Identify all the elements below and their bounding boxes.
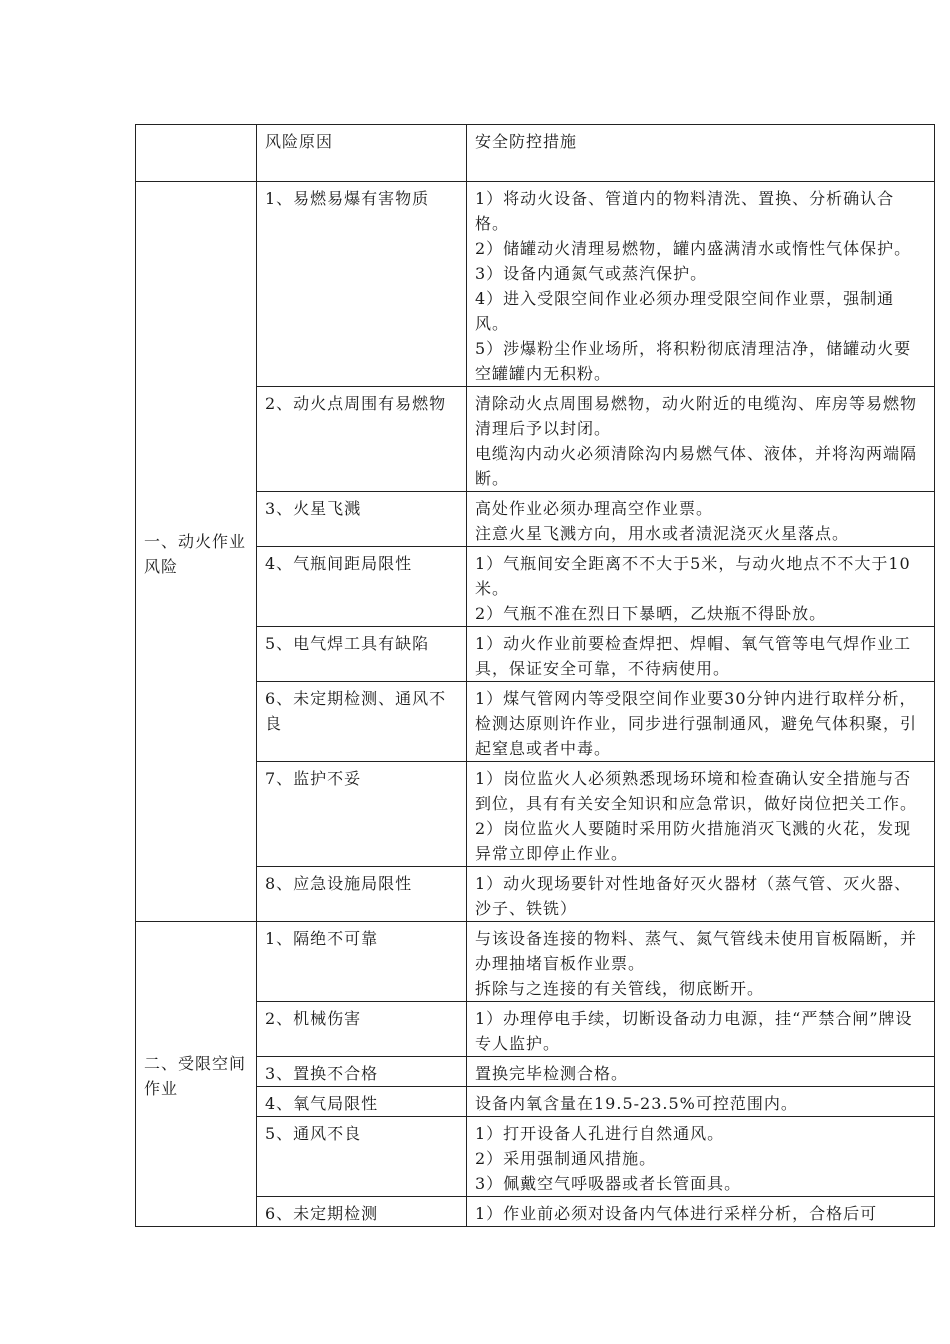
table-header-row [136,125,935,182]
measures-cell [467,1002,935,1057]
measure-item: 与该设备连接的物料、蒸气、氮气管线未使用盲板隔断，并办理抽堵盲板作业票。 [475,929,918,973]
measure-item: 拆除与之连接的有关管线，彻底断开。 [475,979,765,998]
cause-cell: 4、气瓶间距局限性 [257,547,467,627]
measure-item: 1）气瓶间安全距离不不大于5米，与动火地点不不大于10米。 [475,554,911,598]
cause-cell: 6、未定期检测、通风不良 [257,682,467,762]
header-blank-cell [136,125,257,182]
measure-item: 清除动火点周围易燃物，动火附近的电缆沟、库房等易燃物清理后予以封闭。 [475,394,918,438]
measure-item: 1）作业前必须对设备内气体进行采样分析，合格后可 [475,1204,878,1223]
cause-cell: 5、通风不良 [257,1117,467,1197]
cause-cell: 1、易燃易爆有害物质 [257,182,467,387]
measure-item: 置换完毕检测合格。 [475,1064,629,1083]
risk-control-table [135,124,935,1227]
measure-item: 注意火星飞溅方向，用水或者渍泥浇灭火星落点。 [475,524,850,543]
measures-cell [467,1057,935,1087]
measures-cell [467,1197,935,1227]
measure-item: 1）动火作业前要检查焊把、焊帽、氧气管等电气焊作业工具，保证安全可靠，不待病使用。 [475,634,912,678]
table-body [136,125,935,1227]
measure-item: 3）佩戴空气呼吸器或者长管面具。 [475,1174,742,1193]
measure-item: 2）岗位监火人要随时采用防火措施消灭飞溅的火花，发现异常立即停止作业。 [475,819,912,863]
measure-item: 2）采用强制通风措施。 [475,1149,657,1168]
table-row [136,922,935,1002]
measures-cell [467,387,935,492]
measure-item: 1）打开设备人孔进行自然通风。 [475,1124,725,1143]
cause-cell: 4、氧气局限性 [257,1087,467,1117]
cause-cell: 2、动火点周围有易燃物 [257,387,467,492]
cause-cell: 6、未定期检测 [257,1197,467,1227]
measure-item: 4）进入受限空间作业必须办理受限空间作业票，强制通风。 [475,289,895,333]
cause-cell: 3、火星飞溅 [257,492,467,547]
measure-item: 1）将动火设备、管道内的物料清洗、置换、分析确认合格。 [475,189,895,233]
measure-item: 电缆沟内动火必须清除沟内易燃气体、液体，并将沟两端隔断。 [475,444,918,488]
measures-cell [467,547,935,627]
cause-cell: 5、电气焊工具有缺陷 [257,627,467,682]
measure-item: 1）岗位监火人必须熟悉现场环境和检查确认安全措施与否到位，具有有关安全知识和应急常识，做好岗位把关工作。 [475,769,918,813]
measure-item: 2）气瓶不准在烈日下暴晒，乙炔瓶不得卧放。 [475,604,827,623]
table-row [136,182,935,387]
measures-cell [467,1087,935,1117]
cause-cell: 1、隔绝不可靠 [257,922,467,1002]
measures-cell [467,627,935,682]
measure-item: 1）办理停电手续，切断设备动力电源，挂“严禁合闸”牌设专人监护。 [475,1009,913,1053]
measure-item: 设备内氧含量在19.5-23.5%可控范围内。 [475,1094,798,1113]
category-cell: 二、受限空间作业 [136,922,257,1227]
cause-cell: 3、置换不合格 [257,1057,467,1087]
cause-cell: 8、应急设施局限性 [257,867,467,922]
cause-cell: 7、监护不妥 [257,762,467,867]
measure-item: 2）储罐动火清理易燃物，罐内盛满清水或惰性气体保护。 [475,239,912,258]
measure-item: 1）煤气管网内等受限空间作业要30分钟内进行取样分析，检测达原则许作业，同步进行强制通风，避免气体积聚，引起窒息或者中毒。 [475,689,918,758]
measure-item: 3）设备内通氮气或蒸汽保护。 [475,264,708,283]
measures-cell [467,922,935,1002]
measure-item: 1）动火现场要针对性地备好灭火器材（蒸气管、灭火器、沙子、铁铣） [475,874,912,918]
header-cause-cell: 风险原因 [257,125,467,182]
measures-cell [467,182,935,387]
measures-cell [467,492,935,547]
measure-item: 5）涉爆粉尘作业场所，将积粉彻底清理洁净，储罐动火要空罐罐内无积粉。 [475,339,912,383]
cause-cell: 2、机械伤害 [257,1002,467,1057]
measures-cell [467,1117,935,1197]
measure-item: 高处作业必须办理高空作业票。 [475,499,714,518]
measures-cell [467,762,935,867]
measures-cell [467,867,935,922]
header-measures-cell: 安全防控措施 [467,125,935,182]
category-cell: 一、动火作业风险 [136,182,257,922]
measures-cell [467,682,935,762]
